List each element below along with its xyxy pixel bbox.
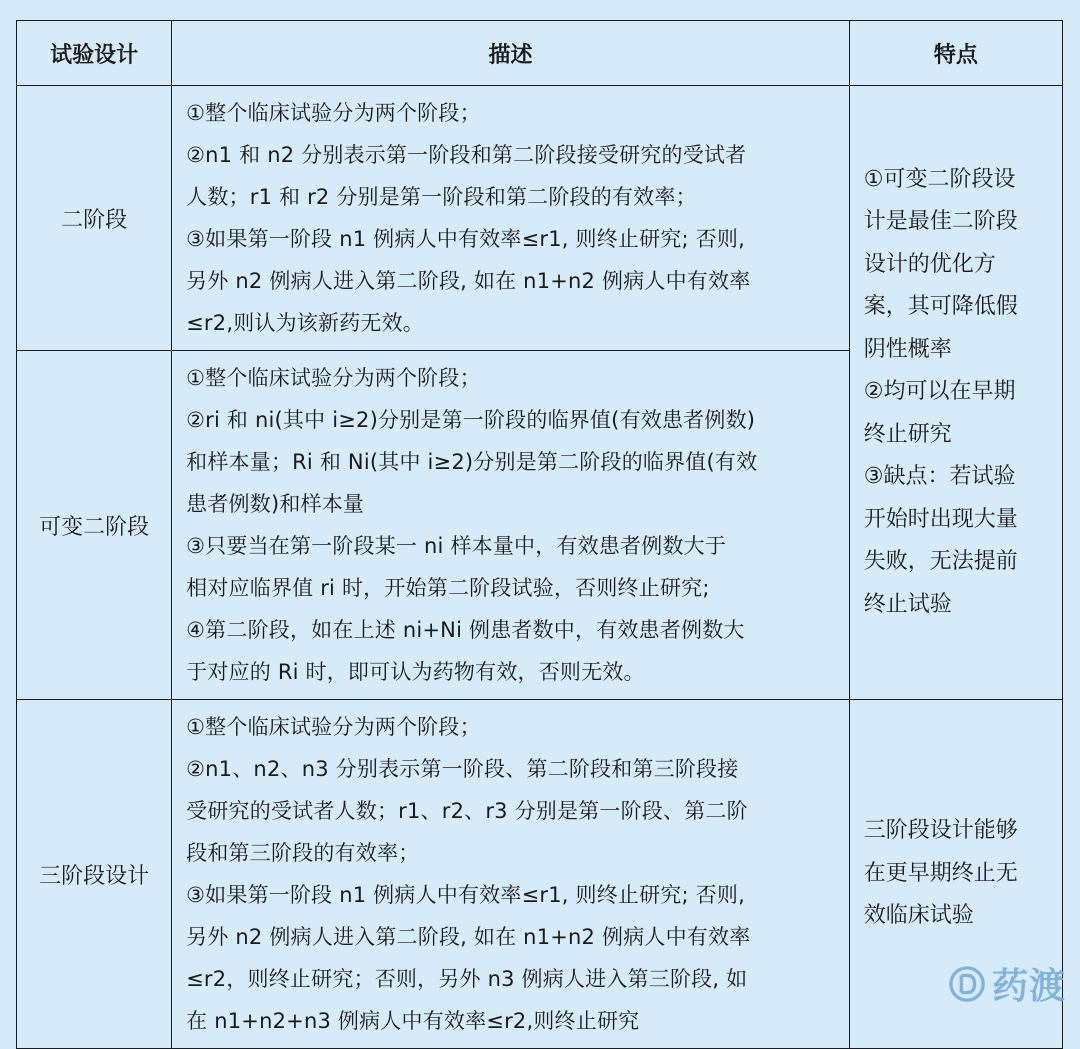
header-features: 特点 (849, 21, 1062, 86)
description-line: ②n1、n2、n3 分别表示第一阶段、第二阶段和第三阶段接 (186, 757, 739, 781)
feature-line: 终止研究 (863, 421, 952, 447)
description-line: 受研究的受试者人数；r1、r2、r3 分别是第一阶段、第二阶 (186, 799, 748, 823)
trial-design-table (16, 20, 1063, 1049)
description-line: ③如果第一阶段 n1 例病人中有效率≤r1, 则终止研究; 否则, (186, 883, 745, 907)
feature-line: 失败，无法提前 (863, 549, 1018, 575)
feature-line: 终止试验 (863, 591, 952, 617)
yaodu-watermark (948, 958, 1066, 1009)
feature-line: 效临床试验 (863, 903, 974, 929)
description-line: 段和第三阶段的有效率； (186, 841, 420, 865)
description-line: ④第二阶段，如在上述 ni+Ni 例患者数中，有效患者例数大 (186, 618, 745, 642)
description-three-stage (172, 700, 850, 1049)
description-line: ≤r2，则终止研究；否则，另外 n3 例病人进入第三阶段, 如 (186, 967, 748, 991)
feature-line: ①可变二阶段设 (863, 166, 1016, 192)
yaodu-logo-icon (948, 965, 986, 1003)
description-line: ③如果第一阶段 n1 例病人中有效率≤r1, 则终止研究; 否则, (186, 227, 745, 251)
feature-line: 案，其可降低假 (863, 294, 1018, 320)
feature-line: 计是最佳二阶段 (863, 209, 1018, 235)
feature-line: ②均可以在早期 (863, 379, 1016, 405)
description-line: 在 n1+n2+n3 例病人中有效率≤r2,则终止研究 (186, 1009, 640, 1033)
table-row-two-stage (17, 86, 1063, 351)
feature-line: 设计的优化方 (863, 251, 996, 277)
feature-line: 在更早期终止无 (863, 860, 1018, 886)
description-line: ①整个临床试验分为两个阶段； (186, 101, 481, 125)
description-line: ②ri 和 ni(其中 i≥2)分别是第一阶段的临界值(有效患者例数) (186, 408, 756, 432)
description-line: 相对应临界值 ri 时，开始第二阶段试验，否则终止研究; (186, 576, 710, 600)
header-trial-design: 试验设计 (17, 21, 172, 86)
feature-line: 三阶段设计能够 (863, 818, 1018, 844)
design-name-two-stage: 二阶段 (17, 86, 172, 351)
description-line: ①整个临床试验分为两个阶段； (186, 366, 481, 390)
description-line: 患者例数)和样本量 (186, 492, 365, 516)
description-line: 另外 n2 例病人进入第二阶段, 如在 n1+n2 例病人中有效率 (186, 269, 751, 293)
description-line: ②n1 和 n2 分别表示第一阶段和第二阶段接受研究的受试者 (186, 143, 747, 167)
description-two-stage (172, 86, 850, 351)
table-header-row (17, 21, 1063, 86)
description-line: ①整个临床试验分为两个阶段； (186, 715, 481, 739)
header-description: 描述 (172, 21, 850, 86)
feature-line: ③缺点：若试验 (863, 464, 1016, 490)
description-line: 另外 n2 例病人进入第二阶段, 如在 n1+n2 例病人中有效率 (186, 925, 751, 949)
description-line: 和样本量；Ri 和 Ni(其中 i≥2)分别是第二阶段的临界值(有效 (186, 450, 758, 474)
design-name-three-stage: 三阶段设计 (17, 700, 172, 1049)
description-line: 人数；r1 和 r2 分别是第一阶段和第二阶段的有效率； (186, 185, 697, 209)
watermark-text: 药渡 (991, 966, 1066, 1007)
table-row-three-stage (17, 700, 1063, 1049)
design-name-variable-two-stage: 可变二阶段 (17, 351, 172, 700)
description-variable-two-stage (172, 351, 850, 700)
description-line: ≤r2,则认为该新药无效。 (186, 311, 425, 335)
features-two-stage (849, 86, 1062, 700)
feature-line: 开始时出现大量 (863, 506, 1018, 532)
description-line: ③只要当在第一阶段某一 ni 样本量中，有效患者例数大于 (186, 534, 727, 558)
feature-line: 阴性概率 (863, 336, 952, 362)
description-line: 于对应的 Ri 时，即可认为药物有效，否则无效。 (186, 660, 645, 684)
